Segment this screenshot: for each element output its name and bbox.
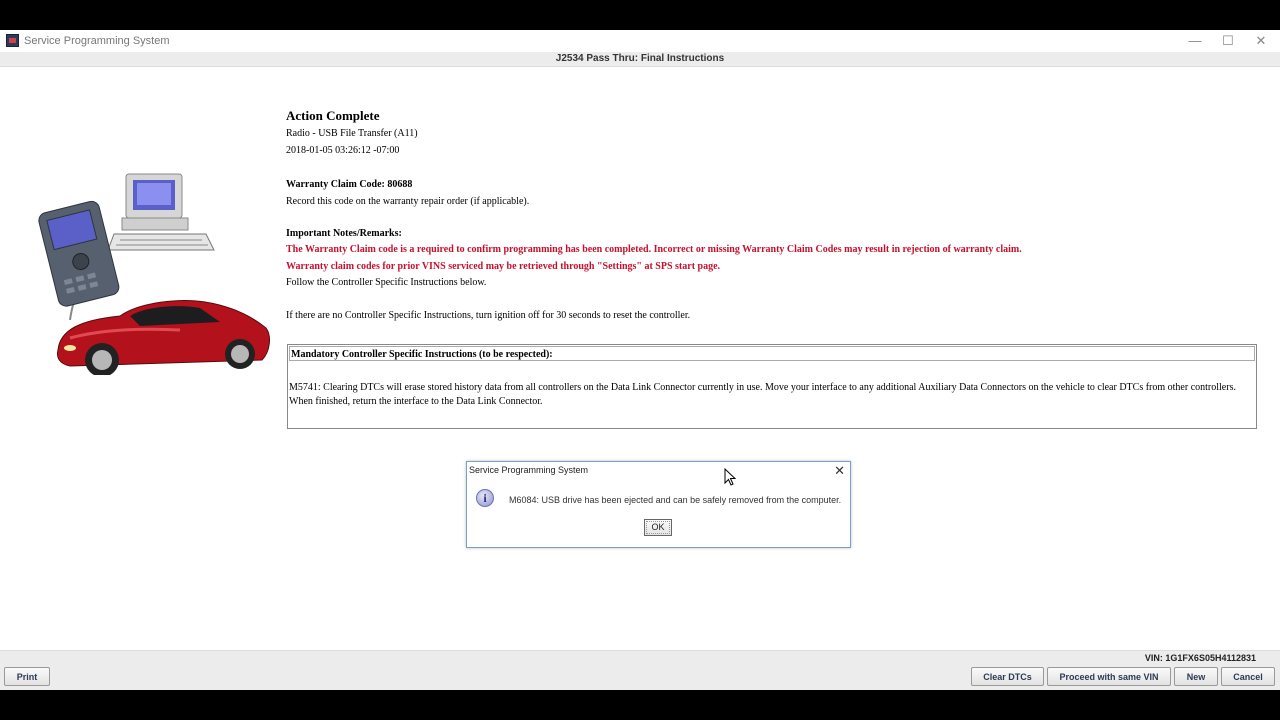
window-title: Service Programming System	[24, 35, 170, 47]
page-header	[0, 52, 1280, 67]
app-icon	[6, 34, 19, 47]
dialog-message: M6084: USB drive has been ejected and can be safely removed from the computer.	[509, 495, 842, 505]
print-button[interactable]: Print	[4, 667, 50, 686]
cancel-button[interactable]: Cancel	[1221, 667, 1275, 686]
maximize-button[interactable]: ☐	[1222, 33, 1234, 48]
ok-button[interactable]: OK	[644, 519, 672, 536]
dialog-title: Service Programming System	[469, 465, 589, 475]
mouse-cursor-icon	[724, 468, 736, 486]
action-timestamp: 2018-01-05 03:26:12 -07:00	[286, 145, 400, 156]
warranty-claim-code: Warranty Claim Code: 80688	[286, 179, 413, 190]
status-bar	[0, 650, 1280, 665]
title-bar	[0, 30, 1280, 53]
info-icon: i	[476, 489, 494, 507]
message-dialog	[466, 461, 851, 548]
close-window-button[interactable]: ✕	[1255, 33, 1267, 48]
scan-tool-icon	[37, 200, 120, 308]
sports-car-icon	[58, 301, 270, 375]
ignition-reset-text: If there are no Controller Specific Instructions, turn ignition off for 30 seconds to reset the controller.	[286, 310, 691, 321]
tools-and-car-illustration	[30, 170, 275, 375]
vin-value: 1G1FX6S05H4112831	[1165, 653, 1256, 663]
page-title: J2534 Pass Thru: Final Instructions	[555, 53, 725, 64]
warranty-claim-note: Record this code on the warranty repair order (if applicable).	[286, 196, 530, 207]
minimize-button[interactable]: —	[1188, 33, 1202, 48]
vin-display	[1145, 653, 1256, 663]
action-complete-heading: Action Complete	[286, 108, 380, 123]
dialog-close-icon[interactable]: ✕	[834, 463, 845, 478]
action-name: Radio - USB File Transfer (A11)	[286, 128, 418, 139]
follow-instructions-text: Follow the Controller Specific Instructions below.	[286, 277, 487, 288]
mandatory-instructions-text: M5741: Clearing DTCs will erase stored history data from all controllers on the Data Link Connector currently in use. Move your interface to any additional Auxiliary Data Connectors on the vehicle to clear DTCs from other controllers. When finished, return the interface to the Data Link Connector.	[289, 382, 1236, 407]
vin-label: VIN:	[1144, 653, 1163, 663]
proceed-same-vin-button[interactable]: Proceed with same VIN	[1047, 667, 1171, 686]
new-button[interactable]: New	[1174, 667, 1218, 686]
main-window	[0, 30, 1280, 690]
computer-icon	[108, 174, 214, 250]
mandatory-instructions-heading: Mandatory Controller Specific Instructions (to be respected):	[289, 346, 1255, 361]
button-bar	[0, 664, 1280, 690]
warranty-warning-text: The Warranty Claim code is a required to confirm programming has been completed. Incorrect or missing Warranty Claim Codes may result in rejection of warranty claim.	[286, 244, 1022, 255]
notes-heading: Important Notes/Remarks:	[286, 228, 402, 239]
mandatory-instructions-panel	[287, 344, 1257, 429]
clear-dtcs-button[interactable]: Clear DTCs	[971, 667, 1044, 686]
settings-hint-text: Warranty claim codes for prior VINS serviced may be retrieved through "Settings" at SPS start page.	[286, 261, 721, 272]
